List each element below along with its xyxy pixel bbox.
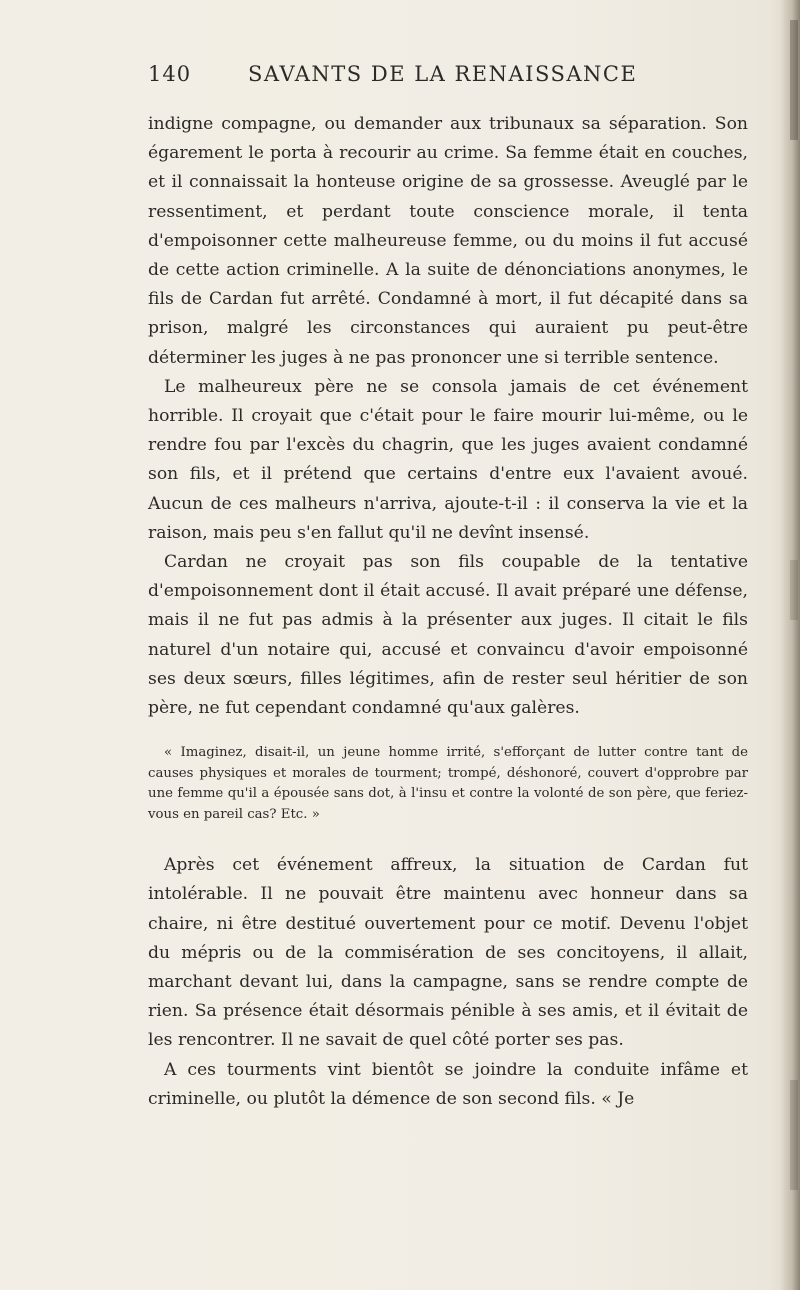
edge-stain	[790, 20, 798, 140]
page-number: 140	[148, 62, 192, 86]
body-text	[148, 110, 748, 1114]
paragraph: indigne compagne, ou demander aux tribunaux sa séparation. Son égarement le porta à recourir au crime. Sa femme était en couches, et il connaissait la honteuse origine de sa grossesse. Aveuglé par le ressentiment, et perdant toute conscience morale, il tenta d'empoisonner cette malheureuse femme, ou du moins il fut accusé de cette action criminelle. A la suite de dénonciations anonymes, le fils de Cardan fut arrêté. Condamné à mort, il fut décapité dans sa prison, malgré les circonstances qui auraient pu peut-être déterminer les juges à ne pas prononcer une si terrible sentence.	[148, 114, 748, 368]
running-header	[148, 62, 748, 92]
block-quote: « Imaginez, disait-il, un jeune homme irrité, s'efforçant de lutter contre tant de causes physiques et morales de tourment; trompé, déshonoré, couvert d'opprobre par une femme qu'il a épousée sans dot, à l'insu et contre la volonté de son père, que feriez-vous en pareil cas? Etc. »	[148, 745, 748, 822]
paragraph: Après cet événement affreux, la situation de Cardan fut intolérable. Il ne pouvait être maintenu avec honneur dans sa chaire, ni être destitué ouvertement pour ce motif. Devenu l'objet du mépris ou de la commisération de ses concitoyens, il allait, marchant devant lui, dans la campagne, sans se rendre compte de rien. Sa présence était désormais pénible à ses amis, et il évitait de les rencontrer. Il ne savait de quel côté porter ses pas.	[148, 855, 748, 1051]
paragraph: A ces tourments vint bientôt se joindre la conduite infâme et criminelle, ou plutôt la démence de son second fils. « Je	[148, 1059, 748, 1109]
paragraph: Cardan ne croyait pas son fils coupable de la tentative d'empoisonnement dont il était accusé. Il avait préparé une défense, mais il ne fut pas admis à la présenter aux juges. Il citait le fils naturel d'un notaire qui, accusé et convaincu d'avoir empoisonné ses deux sœurs, filles légitimes, afin de rester seul héritier de son père, ne fut cependant condamné qu'aux galères.	[148, 552, 748, 719]
paragraph: Le malheureux père ne se consola jamais de cet événement horrible. Il croyait que c'était pour le faire mourir lui-même, ou le rendre fou par l'excès du chagrin, que les juges avaient condamné son fils, et il prétend que certains d'entre eux l'avaient avoué. Aucun de ces malheurs n'arriva, ajoute-t-il : il conserva la vie et la raison, mais peu s'en fallut qu'il ne devînt insensé.	[148, 376, 748, 543]
edge-stain	[790, 560, 798, 620]
running-title: SAVANTS DE LA RENAISSANCE	[248, 62, 638, 86]
edge-stain	[790, 1080, 798, 1190]
